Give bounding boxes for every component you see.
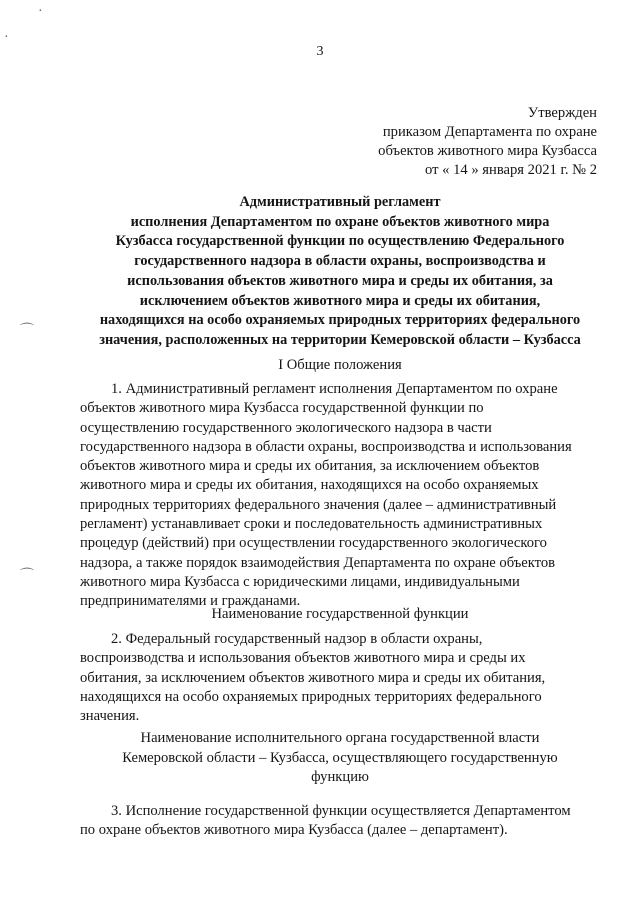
paragraph-line: осуществлению государственного экологического надзора в части	[80, 419, 492, 436]
approval-stamp	[378, 104, 597, 180]
paragraph-line: находящихся на особо охраняемых природных территориях федерального	[80, 688, 542, 705]
paragraph-line: надзора, а также порядок взаимодействия Департамента по охране объектов	[80, 554, 556, 571]
section-heading-function-name: Наименование государственной функции	[211, 606, 469, 622]
title-line: значения, расположенных на территории Кемеровской области – Кузбасса	[99, 331, 581, 348]
title-line: исполнения Департаментом по охране объектов животного мира	[130, 213, 550, 230]
paragraph-line: 1. Административный регламент исполнения Департаментом по охране	[111, 381, 558, 397]
paragraph-line: 2. Федеральный государственный надзор в области охраны,	[111, 631, 483, 647]
title-line: Кузбасса государственной функции по осуществлению Федерального	[115, 233, 565, 250]
section-heading-executive-body	[80, 729, 600, 788]
document-title	[80, 193, 600, 351]
paragraph-1	[80, 380, 598, 612]
title-line: использования объектов животного мира и среды их обитания, за	[127, 272, 553, 289]
scan-dot-mark: ·	[38, 4, 43, 19]
paragraph-line: предпринимателями и гражданами.	[80, 593, 301, 610]
paragraph-line: природных территориях федерального значения (далее – административный	[80, 496, 557, 513]
title-line: исключением объектов животного мира и среды их обитания,	[139, 292, 541, 309]
approval-line: объектов животного мира Кузбасса	[378, 143, 597, 159]
title-line: государственного надзора в области охраны, воспроизводства и	[134, 253, 546, 270]
paragraph-line: значения.	[80, 708, 140, 725]
heading-line: Наименование исполнительного органа государственной власти	[140, 730, 540, 746]
paragraph-line: объектов животного мира и среды их обитания, за исключением объектов	[80, 458, 540, 475]
heading-line: функцию	[311, 769, 369, 785]
paragraph-line: животного мира и среды их обитания, находящихся на особо охраняемых	[80, 477, 539, 494]
scan-hole-mark: ⌒	[20, 324, 34, 339]
paragraph-line: регламент) устанавливает сроки и последовательность административных	[80, 516, 543, 533]
paragraph-2	[80, 630, 598, 726]
approval-line: от « 14 » января 2021 г. № 2	[425, 162, 597, 178]
section-heading-general: I Общие положения	[278, 357, 402, 373]
paragraph-line: воспроизводства и использования объектов животного мира и среды их	[80, 650, 526, 667]
title-line: находящихся на особо охраняемых природных территориях федерального	[99, 312, 581, 329]
paragraph-3	[80, 802, 598, 841]
paragraph-line: животного мира Кузбасса с юридическими лицами, индивидуальными	[80, 573, 520, 590]
paragraph-line: по охране объектов животного мира Кузбасса (далее – департамент).	[80, 822, 508, 839]
paragraph-line: объектов животного мира Кузбасса государственной функции по	[80, 400, 484, 417]
paragraph-line: процедур (действий) при осуществлении государственного экологического	[80, 535, 547, 552]
page-number: 3	[316, 44, 324, 59]
paragraph-line: обитания, за исключением объектов животного мира и среды их обитания,	[80, 669, 546, 686]
title-heading: Административный регламент	[239, 194, 441, 210]
scan-hole-mark: ⌒	[20, 569, 34, 584]
scan-dot-mark: ·	[4, 30, 9, 45]
approval-line: Утвержден	[527, 105, 597, 121]
paragraph-line: государственного надзора в области охраны, воспроизводства и использования	[80, 438, 572, 455]
paragraph-line: 3. Исполнение государственной функции осуществляется Департаментом	[111, 803, 571, 819]
heading-line: Кемеровской области – Кузбасса, осуществляющего государственную	[122, 749, 558, 766]
approval-line: приказом Департамента по охране	[382, 124, 597, 140]
